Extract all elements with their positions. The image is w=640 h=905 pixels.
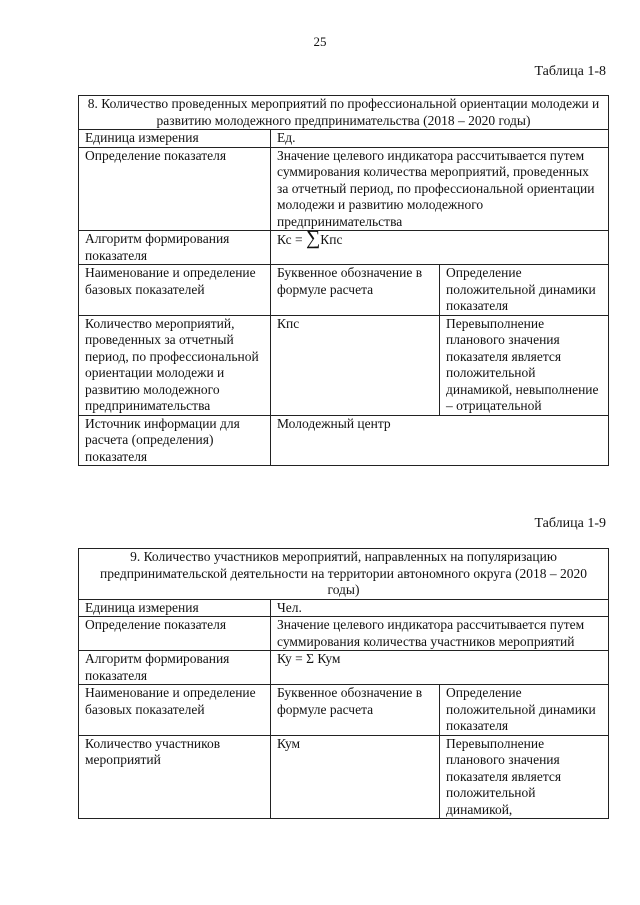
table-title-row: [79, 549, 609, 600]
base-header-name: Наименование и определение базовых показателей: [79, 685, 271, 736]
base-header-row: [79, 265, 609, 316]
base-header-row: [79, 685, 609, 736]
algorithm-label: Алгоритм формирования показателя: [79, 651, 271, 685]
formula-rhs: Кпс: [320, 232, 343, 247]
source-value: Молодежный центр: [271, 415, 609, 466]
base-indicator-dynamics: Перевыполнение планового значения показателя является положительной динамикой,: [440, 735, 609, 819]
unit-row: [79, 130, 609, 148]
formula-lhs: Кс =: [277, 232, 307, 247]
unit-row: [79, 599, 609, 617]
definition-label: Определение показателя: [79, 617, 271, 651]
definition-row: [79, 617, 609, 651]
algorithm-row: [79, 231, 609, 265]
page-number: 25: [313, 34, 327, 49]
sum-symbol: ∑: [306, 227, 321, 249]
algorithm-formula: [271, 227, 609, 265]
indicator-table-9: [78, 548, 609, 819]
definition-row: [79, 147, 609, 231]
base-indicator-symbol: Кум: [271, 735, 440, 819]
definition-value: Значение целевого индикатора рассчитывается путем суммирования количества участников мероприятий: [271, 617, 609, 651]
base-indicator-name: Количество мероприятий, проведенных за отчетный период, по профессиональной ориентации молодежи и развитию молодежного предпринимательства: [79, 315, 271, 415]
table-title-row: [79, 96, 609, 130]
base-indicator-row: [79, 315, 609, 415]
definition-value: Значение целевого индикатора рассчитывается путем суммирования количества мероприятий, проведенных за отчетный период, по профессиональной ориентации молодежи и развитию молодежного предпринимательства: [271, 147, 609, 231]
table-caption-1-8: Таблица 1-8: [534, 64, 606, 79]
base-header-symbol: Буквенное обозначение в формуле расчета: [271, 685, 440, 736]
base-header-name: Наименование и определение базовых показателей: [79, 265, 271, 316]
base-indicator-name: Количество участников мероприятий: [79, 735, 271, 819]
unit-value: Чел.: [271, 599, 609, 617]
algorithm-formula: Ку = Σ Кум: [271, 651, 609, 685]
unit-value: Ед.: [271, 130, 609, 148]
indicator-table-8: [78, 95, 609, 466]
unit-label: Единица измерения: [79, 599, 271, 617]
source-row: [79, 415, 609, 466]
algorithm-row: [79, 651, 609, 685]
unit-label: Единица измерения: [79, 130, 271, 148]
source-label: Источник информации для расчета (определения) показателя: [79, 415, 271, 466]
definition-label: Определение показателя: [79, 147, 271, 231]
formula: [277, 227, 343, 249]
base-header-dynamics: Определение положительной динамики показателя: [440, 265, 609, 316]
algorithm-label: Алгоритм формирования показателя: [79, 231, 271, 265]
table-title: 9. Количество участников мероприятий, направленных на популяризацию предпринимательской деятельности на территории автономного округа (2018 – 2020 годы): [79, 549, 609, 600]
base-indicator-symbol: Кпс: [271, 315, 440, 415]
base-header-symbol: Буквенное обозначение в формуле расчета: [271, 265, 440, 316]
table-caption-1-9: Таблица 1-9: [534, 516, 606, 531]
base-indicator-dynamics: Перевыполнение планового значения показателя является положительной динамикой, невыполнение – отрицательной: [440, 315, 609, 415]
base-header-dynamics: Определение положительной динамики показателя: [440, 685, 609, 736]
base-indicator-row: [79, 735, 609, 819]
table-title: 8. Количество проведенных мероприятий по профессиональной ориентации молодежи и развитию молодежного предпринимательства (2018 – 2020 годы): [79, 96, 609, 130]
